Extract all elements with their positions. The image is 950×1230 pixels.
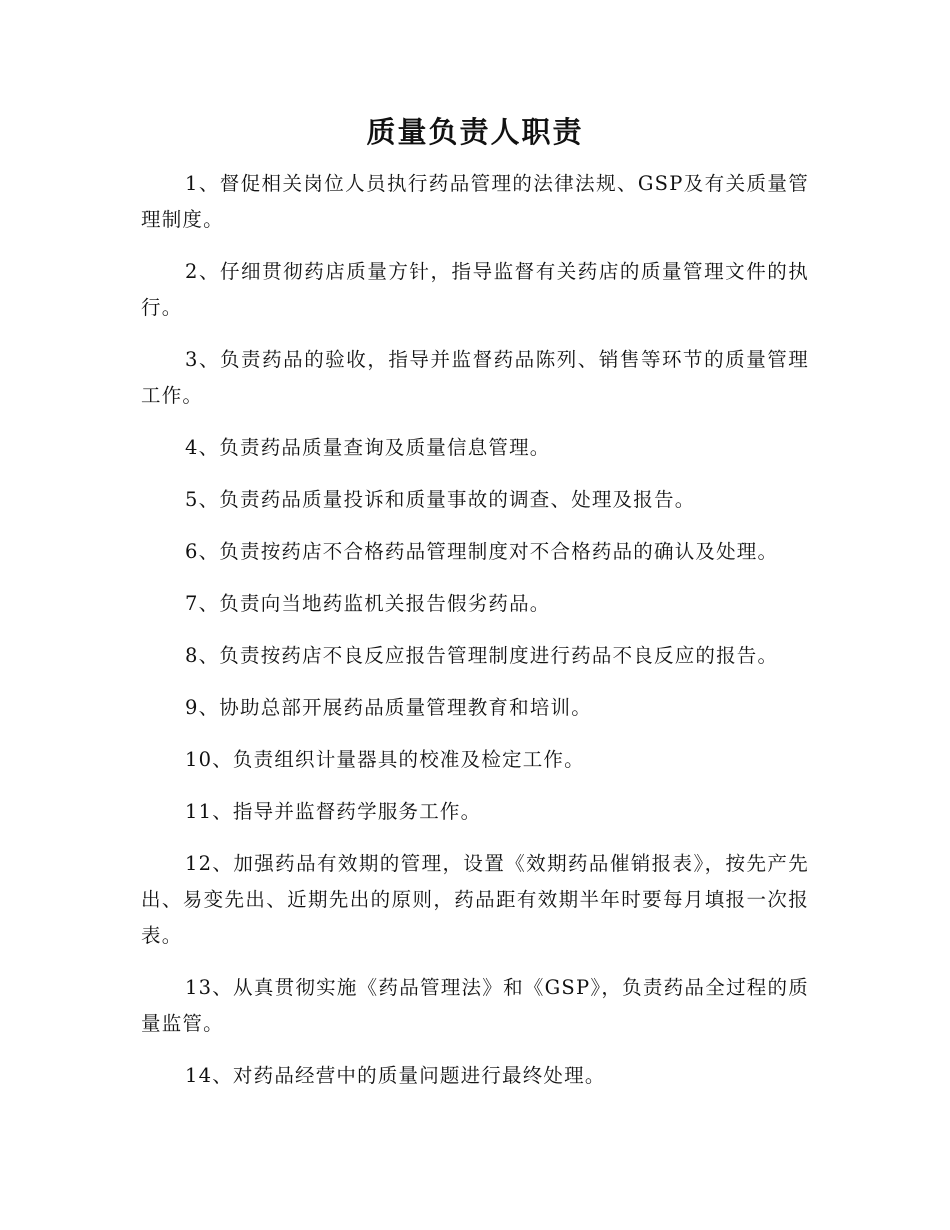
duty-item-6: 6、负责按药店不合格药品管理制度对不合格药品的确认及处理。 [185,540,779,563]
duty-item-5: 5、负责药品质量投诉和质量事故的调查、处理及报告。 [185,488,696,511]
duty-list [141,166,809,1110]
duty-item-3: 3、负责药品的验收，指导并监督药品陈列、销售等环节的质量管理工作。 [141,348,809,407]
duty-item-2: 2、仔细贯彻药店质量方针，指导监督有关药店的质量管理文件的执行。 [141,260,809,319]
duty-item-9: 9、协助总部开展药品质量管理教育和培训。 [185,696,592,719]
duty-item-4: 4、负责药品质量查询及质量信息管理。 [185,436,551,459]
duty-item-14: 14、对药品经营中的质量问题进行最终处理。 [185,1064,606,1087]
duty-item-7: 7、负责向当地药监机关报告假劣药品。 [185,592,551,615]
document-title: 质量负责人职责 [366,115,584,149]
duty-item-12: 12、加强药品有效期的管理，设置《效期药品催销报表》，按先产先出、易变先出、近期先出的原则，药品距有效期半年时要每月填报一次报表。 [141,852,809,947]
duty-item-1: 1、督促相关岗位人员执行药品管理的法律法规、GSP及有关质量管理制度。 [141,172,809,231]
duty-item-13: 13、从真贯彻实施《药品管理法》和《GSP》，负责药品全过程的质量监管。 [141,976,809,1035]
duty-item-10: 10、负责组织计量器具的校准及检定工作。 [185,748,585,771]
duty-item-8: 8、负责按药店不良反应报告管理制度进行药品不良反应的报告。 [185,644,779,667]
duty-item-11: 11、指导并监督药学服务工作。 [185,800,482,823]
